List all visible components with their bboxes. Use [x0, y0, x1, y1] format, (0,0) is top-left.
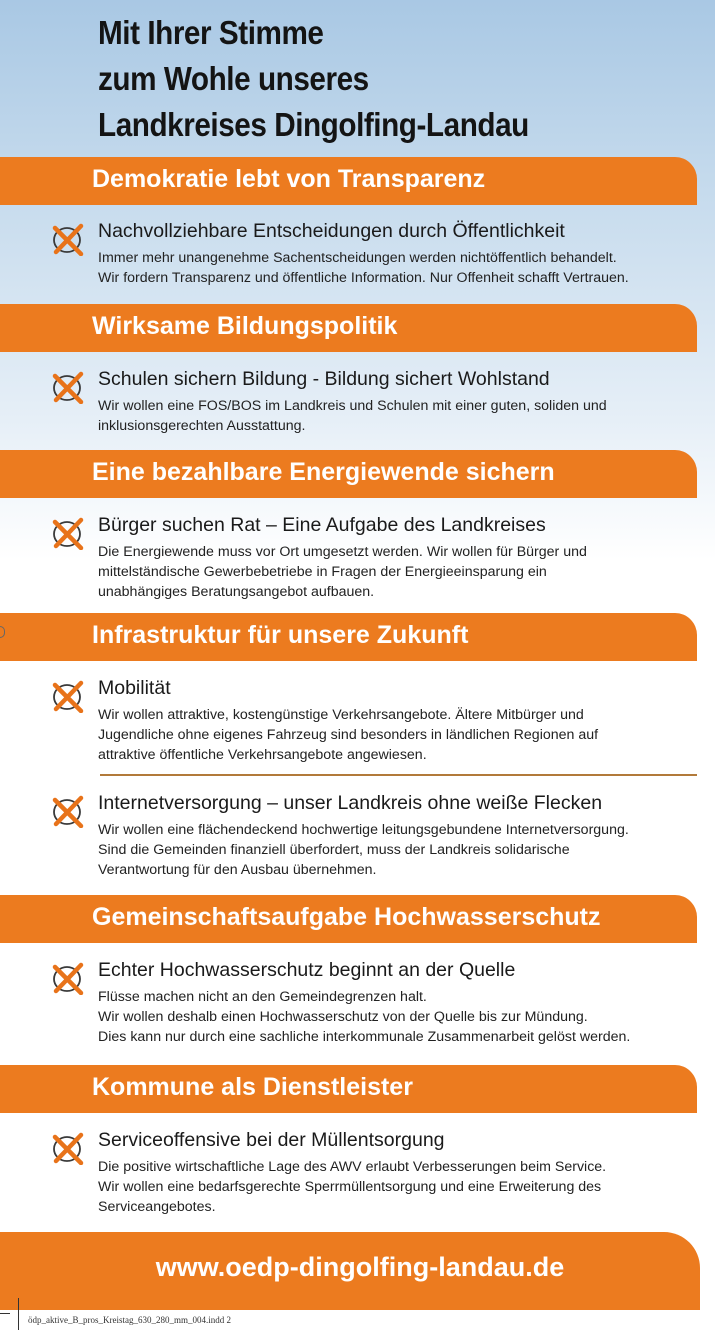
section-title: Gemeinschaftsaufgabe Hochwasserschutz	[92, 903, 601, 931]
item-text	[98, 396, 698, 436]
item-text-line: Wir fordern Transparenz und öffentliche Information. Nur Offenheit schafft Vertrauen.	[98, 270, 629, 286]
item-text-line: Flüsse machen nicht an den Gemeindegrenzen halt.	[98, 989, 427, 1005]
section-title: Eine bezahlbare Energiewende sichern	[92, 458, 555, 486]
item-text-line: mittelständische Gewerbebetriebe in Fragen der Energieeinsparung ein	[98, 564, 547, 580]
item-text	[98, 542, 698, 602]
item-text-line: Wir wollen attraktive, kostengünstige Verkehrsangebote. Ältere Mitbürger und	[98, 707, 584, 723]
ballot-cross-icon	[50, 794, 86, 828]
item-heading: Echter Hochwasserschutz beginnt an der Quelle	[98, 959, 516, 981]
ballot-cross-icon	[50, 370, 86, 404]
section-title: Wirksame Bildungspolitik	[92, 312, 398, 340]
item-text	[98, 1157, 698, 1217]
item-text-line: Verantwortung für den Ausbau übernehmen.	[98, 862, 377, 878]
item-text-line: Jugendliche ohne eigenes Fahrzeug sind besonders in ländlichen Regionen auf	[98, 727, 599, 743]
item-text-line: Sind die Gemeinden finanziell überfordert, muss der Landkreis solidarische	[98, 842, 570, 858]
headline	[98, 10, 638, 148]
item-text-line: inklusionsgerechten Ausstattung.	[98, 418, 306, 434]
item-text-line: Wir wollen eine FOS/BOS im Landkreis und Schulen mit einer guten, soliden und	[98, 398, 607, 414]
item-text	[98, 987, 698, 1047]
item-text-line: Wir wollen eine flächendeckend hochwertige leitungsgebundene Internetversorgung.	[98, 822, 629, 838]
item-heading: Serviceoffensive bei der Müllentsorgung	[98, 1129, 445, 1151]
item-text-line: Wir wollen eine bedarfsgerechte Sperrmüllentsorgung und eine Erweiterung des	[98, 1179, 602, 1195]
item-text-line: attraktive öffentliche Verkehrsangebote angewiesen.	[98, 747, 427, 763]
item-text-line: Immer mehr unangenehme Sachentscheidungen werden nichtöffentlich behandelt.	[98, 250, 617, 266]
section-band-transparency	[0, 157, 697, 205]
item-text	[98, 248, 698, 288]
item-text-line: Dies kann nur durch eine sachliche interkommunale Zusammenarbeit gelöst werden.	[98, 1029, 631, 1045]
ballot-cross-icon	[50, 1131, 86, 1165]
section-band-energy	[0, 450, 697, 498]
item-text	[98, 705, 698, 765]
ballot-cross-icon	[50, 679, 86, 713]
item-heading: Mobilität	[98, 677, 171, 699]
item-text-line: Serviceangebotes.	[98, 1199, 216, 1215]
ballot-cross-icon	[50, 222, 86, 256]
crop-mark	[0, 1313, 10, 1314]
section-band-flood-protection	[0, 895, 697, 943]
section-title: Demokratie lebt von Transparenz	[92, 165, 486, 193]
ballot-cross-icon	[50, 961, 86, 995]
footer-band	[0, 1232, 700, 1310]
website-link[interactable]: www.oedp-dingolfing-landau.de	[155, 1252, 565, 1282]
item-text-line: Die Energiewende muss vor Ort umgesetzt werden. Wir wollen für Bürger und	[98, 544, 587, 560]
section-title: Infrastruktur für unsere Zukunft	[92, 621, 469, 649]
item-heading: Bürger suchen Rat – Eine Aufgabe des Landkreises	[98, 514, 546, 536]
ballot-cross-icon	[50, 516, 86, 550]
item-text-line: unabhängiges Beratungsangebot aufbauen.	[98, 584, 375, 600]
item-text-line: Wir wollen deshalb einen Hochwasserschutz von der Quelle bis zur Mündung.	[98, 1009, 588, 1025]
headline-line-3: Landkreises Dingolfing-Landau	[98, 106, 529, 143]
print-filename: ödp_aktive_B_pros_Kreistag_630_280_mm_004.indd 2	[28, 1315, 231, 1325]
item-heading: Schulen sichern Bildung - Bildung sichert Wohlstand	[98, 368, 550, 390]
item-text	[98, 820, 698, 880]
section-band-infrastructure	[0, 613, 697, 661]
item-divider	[100, 774, 697, 776]
item-text-line: Die positive wirtschaftliche Lage des AWV erlaubt Verbesserungen beim Service.	[98, 1159, 607, 1175]
crop-mark	[18, 1298, 19, 1330]
headline-line-2: zum Wohle unseres	[98, 60, 369, 97]
headline-line-1: Mit Ihrer Stimme	[98, 14, 324, 51]
section-band-education	[0, 304, 697, 352]
section-band-services	[0, 1065, 697, 1113]
section-title: Kommune als Dienstleister	[92, 1073, 413, 1101]
item-heading: Nachvollziehbare Entscheidungen durch Öffentlichkeit	[98, 220, 565, 242]
item-heading: Internetversorgung – unser Landkreis ohne weiße Flecken	[98, 792, 603, 814]
